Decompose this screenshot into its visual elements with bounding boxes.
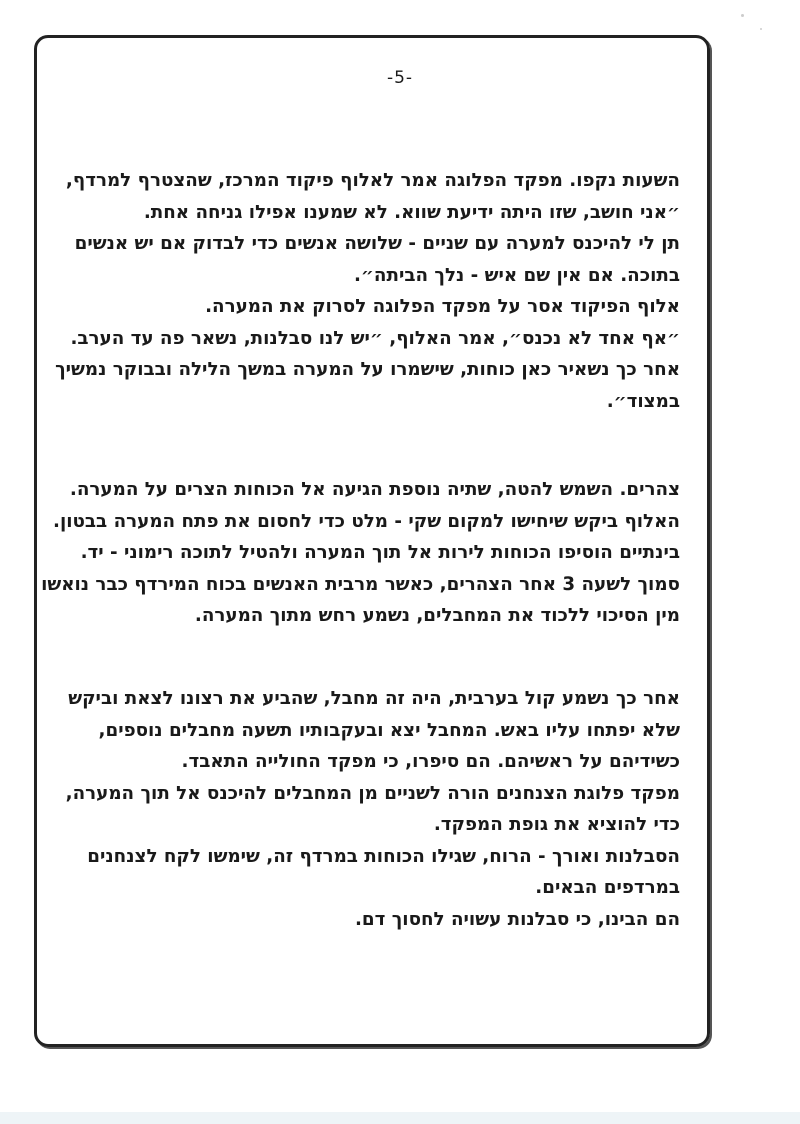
- scan-speck: [760, 28, 762, 30]
- text-line: אחר כך נשאיר כאן כוחות, שישמרו על המערה במשך הלילה ובבוקר נמשיך: [55, 359, 680, 380]
- text-line: כדי להוציא את גופת המפקד.: [433, 814, 680, 835]
- text-line: אחר כך נשמע קול בערבית, היה זה מחבל, שהביע את רצונו לצאת וביקש: [68, 688, 680, 709]
- page-number: -5-: [386, 68, 414, 88]
- text-line: בתוכה. אם אין שם איש - נלך הביתה״.: [353, 264, 680, 286]
- text-line: סמוך לשעה 3 אחר הצהרים, כאשר מרבית האנשים בכוח המירדף כבר נואשו: [41, 573, 680, 595]
- text-line: אלוף הפיקוד אסר על מפקד הפלוגה לסרוק את המערה.: [205, 296, 680, 317]
- paragraph-1: [54, 165, 680, 417]
- text-line: כשידיהם על ראשיהם. הם סיפרו, כי מפקד החולייה התאבד.: [181, 751, 680, 772]
- text-line: ״אף אחד לא נכנס״, אמר האלוף, ״יש לנו סבלנות, נשאר פה עד הערב.: [70, 327, 680, 349]
- text-line: ״אני חושב, שזו היתה ידיעת שווא. לא שמענו אפילו גניחה אחת.: [143, 201, 680, 223]
- scan-edge: [0, 1112, 800, 1124]
- text-line: צהרים. השמש להטה, שתיה נוספת הגיעה אל הכוחות הצרים על המערה.: [69, 479, 680, 500]
- text-line: הם הבינו, כי סבלנות עשויה לחסוך דם.: [354, 908, 680, 930]
- scan-speck: [741, 14, 744, 17]
- text-line: מפקד פלוגת הצנחנים הורה לשניים מן המחבלים להיכנס אל תוך המערה,: [65, 782, 680, 804]
- text-line: תן לי להיכנס למערה עם שניים - שלושה אנשים כדי לבדוק אם יש אנשים: [74, 233, 680, 254]
- text-line: בינתיים הוסיפו הכוחות לירות אל תוך המערה ולהטיל לתוכה רימוני - יד.: [80, 542, 680, 563]
- paragraph-2: [41, 474, 680, 632]
- text-line: במצוד״.: [606, 390, 680, 412]
- paragraph-3: [54, 683, 680, 935]
- text-line: השעות נקפו. מפקד הפלוגה אמר לאלוף פיקוד המרכז, שהצטרף למרדף,: [65, 170, 680, 191]
- text-line: שלא יפתחו עליו באש. המחבל יצא ובעקבותיו תשעה מחבלים נוספים,: [98, 719, 680, 741]
- text-line: במרדפים הבאים.: [535, 877, 680, 898]
- text-line: הסבלנות ואורך - הרוח, שגילו הכוחות במרדף זה, שימשו לקח לצנחנים: [87, 845, 680, 867]
- text-line: מין הסיכוי ללכוד את המחבלים, נשמע רחש מתוך המערה.: [194, 605, 680, 626]
- text-line: האלוף ביקש שיחישו למקום שקי - מלט כדי לחסום את פתח המערה בבטון.: [53, 510, 680, 532]
